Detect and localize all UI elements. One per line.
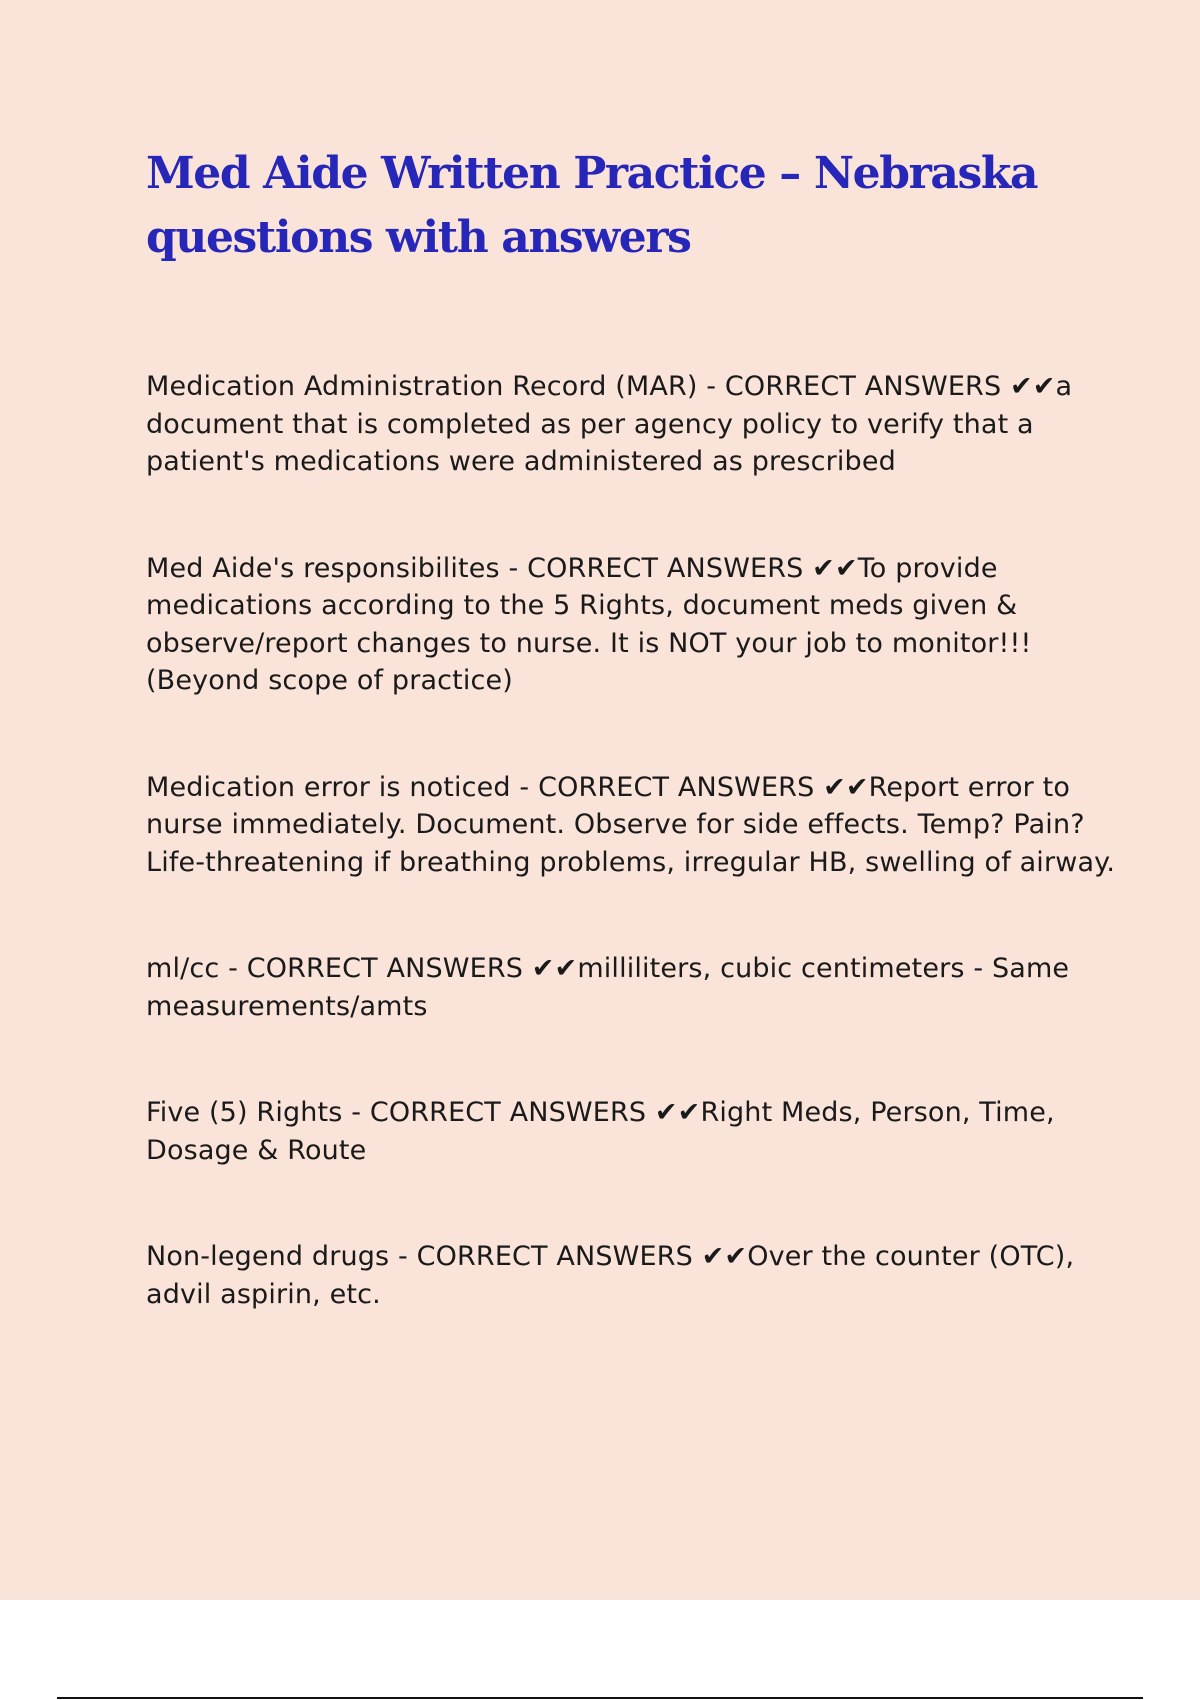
qa-item-mar bbox=[146, 368, 1146, 481]
qa-question: Medication Administration Record (MAR) bbox=[146, 371, 698, 402]
qa-label: CORRECT ANSWERS bbox=[527, 552, 804, 584]
check-marks-icon: ✔✔ bbox=[803, 552, 858, 584]
check-marks-icon: ✔✔ bbox=[646, 1097, 701, 1128]
qa-answer: Over the counter (OTC), advil aspirin, etc. bbox=[146, 1241, 1075, 1310]
qa-item-five-rights bbox=[146, 1094, 1146, 1169]
qa-separator: - bbox=[219, 953, 247, 984]
title-line-2: questions with answers bbox=[146, 212, 691, 263]
qa-question: Med Aide's responsibilites bbox=[146, 552, 500, 584]
page-title bbox=[146, 142, 1106, 270]
qa-answer: milliliters, cubic centimeters - Same measurements/amts bbox=[146, 953, 1070, 1022]
qa-label: CORRECT ANSWERS bbox=[369, 1097, 647, 1128]
qa-label: CORRECT ANSWERS bbox=[724, 371, 1002, 402]
qa-list bbox=[146, 368, 1146, 1382]
title-line-1: Med Aide Written Practice – Nebraska bbox=[146, 148, 1038, 199]
check-marks-icon: ✔✔ bbox=[523, 953, 578, 984]
qa-item-non-legend-drugs bbox=[146, 1238, 1146, 1313]
qa-answer: To provide medications according to the 5 Rights, document meds given & observe/report changes to nurse. It is NOT your job to monitor!!! (Beyond scope of practice) bbox=[146, 552, 1032, 696]
qa-separator: - bbox=[342, 1097, 370, 1128]
qa-label: CORRECT ANSWERS bbox=[246, 953, 524, 984]
check-marks-icon: ✔✔ bbox=[1001, 371, 1056, 402]
qa-separator: - bbox=[499, 552, 528, 584]
qa-separator: - bbox=[389, 1241, 417, 1272]
footer-divider bbox=[57, 1697, 1143, 1699]
qa-item-ml-cc bbox=[146, 950, 1146, 1025]
qa-label: CORRECT ANSWERS bbox=[538, 771, 815, 803]
qa-answer: a document that is completed as per agency policy to verify that a patient's medications were administered as prescribed bbox=[146, 371, 1073, 477]
qa-separator: - bbox=[510, 771, 539, 803]
qa-question: Non-legend drugs bbox=[146, 1241, 390, 1272]
qa-answer: Report error to nurse immediately. Document. Observe for side effects. Temp? Pain? Life-threatening if breathing problems, irregular HB, swelling of airway. bbox=[146, 771, 1116, 878]
qa-question: Five (5) Rights bbox=[146, 1097, 343, 1128]
qa-item-responsibilities bbox=[146, 550, 1146, 700]
qa-label: CORRECT ANSWERS bbox=[416, 1241, 693, 1272]
qa-question: Medication error is noticed bbox=[146, 771, 511, 803]
check-marks-icon: ✔✔ bbox=[814, 771, 869, 803]
qa-question: ml/cc bbox=[146, 953, 220, 984]
check-marks-icon: ✔✔ bbox=[692, 1241, 748, 1272]
qa-item-medication-error bbox=[146, 769, 1146, 882]
qa-answer: Right Meds, Person, Time, Dosage & Route bbox=[146, 1097, 1055, 1166]
qa-separator: - bbox=[697, 371, 725, 402]
